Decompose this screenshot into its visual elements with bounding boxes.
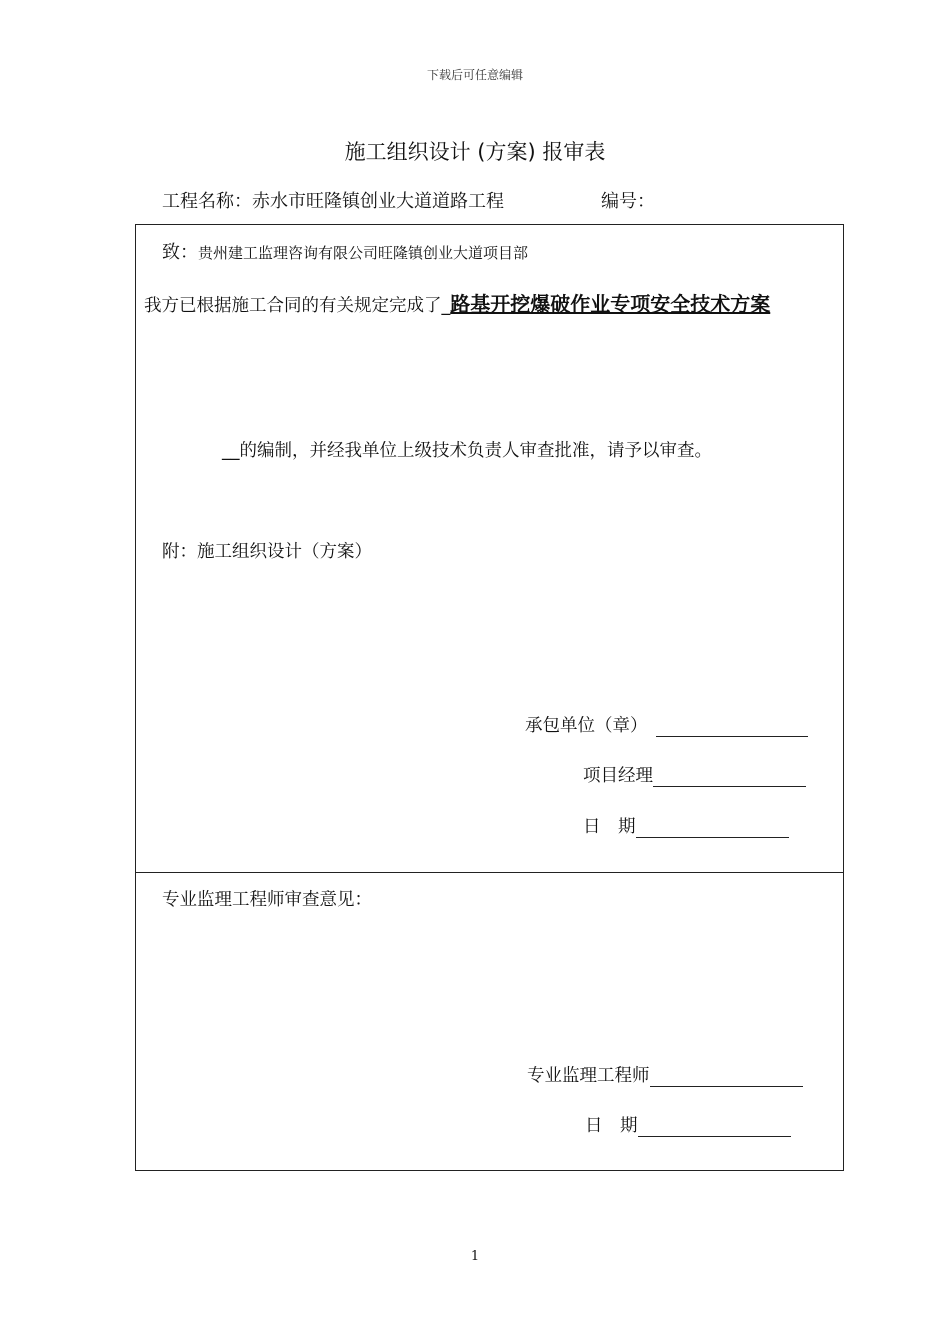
contractor-unit-line — [525, 712, 808, 737]
statement-line-1 — [144, 288, 770, 317]
project-manager-blank[interactable] — [653, 766, 806, 787]
header-note: 下载后可任意编辑 — [426, 68, 523, 82]
contractor-date-blank[interactable] — [636, 817, 789, 838]
code-label: 编号： — [601, 191, 655, 212]
recipient-line — [162, 238, 528, 264]
review-date-label: 日 期 — [585, 1116, 638, 1136]
engineer-label: 专业监理工程师 — [527, 1066, 650, 1086]
review-date-blank[interactable] — [638, 1116, 791, 1137]
contractor-date-label: 日 期 — [583, 817, 636, 837]
recipient-prefix: 致： — [162, 242, 198, 263]
recipient-value: 贵州建工监理咨询有限公司旺隆镇创业大道项目部 — [198, 244, 529, 262]
statement-text-1: 我方已根据施工合同的有关规定完成了_ — [144, 296, 451, 316]
contractor-unit-blank[interactable] — [656, 716, 808, 737]
statement-line-2: __的编制，并经我单位上级技术负责人审查批准，请予以审查。 — [222, 441, 712, 461]
review-date-line — [585, 1112, 791, 1137]
contractor-date-line — [583, 813, 789, 838]
engineer-line — [527, 1062, 803, 1087]
project-manager-line — [583, 762, 806, 787]
engineer-blank[interactable] — [650, 1066, 803, 1087]
form-frame — [135, 224, 844, 1171]
form-title: 施工组织设计 (方案) 报审表 — [344, 140, 606, 164]
review-title: 专业监理工程师审查意见： — [162, 890, 372, 910]
page-number: 1 — [470, 1249, 480, 1264]
project-manager-label: 项目经理 — [583, 766, 653, 786]
contractor-unit-label: 承包单位（章） — [525, 716, 648, 736]
section-divider — [135, 872, 844, 873]
attachment-line: 附：施工组织设计（方案） — [162, 542, 372, 562]
project-name-label: 工程名称：赤水市旺隆镇创业大道道路工程 — [162, 191, 504, 212]
plan-name: 路基开挖爆破作业专项安全技术方案 — [450, 292, 771, 316]
